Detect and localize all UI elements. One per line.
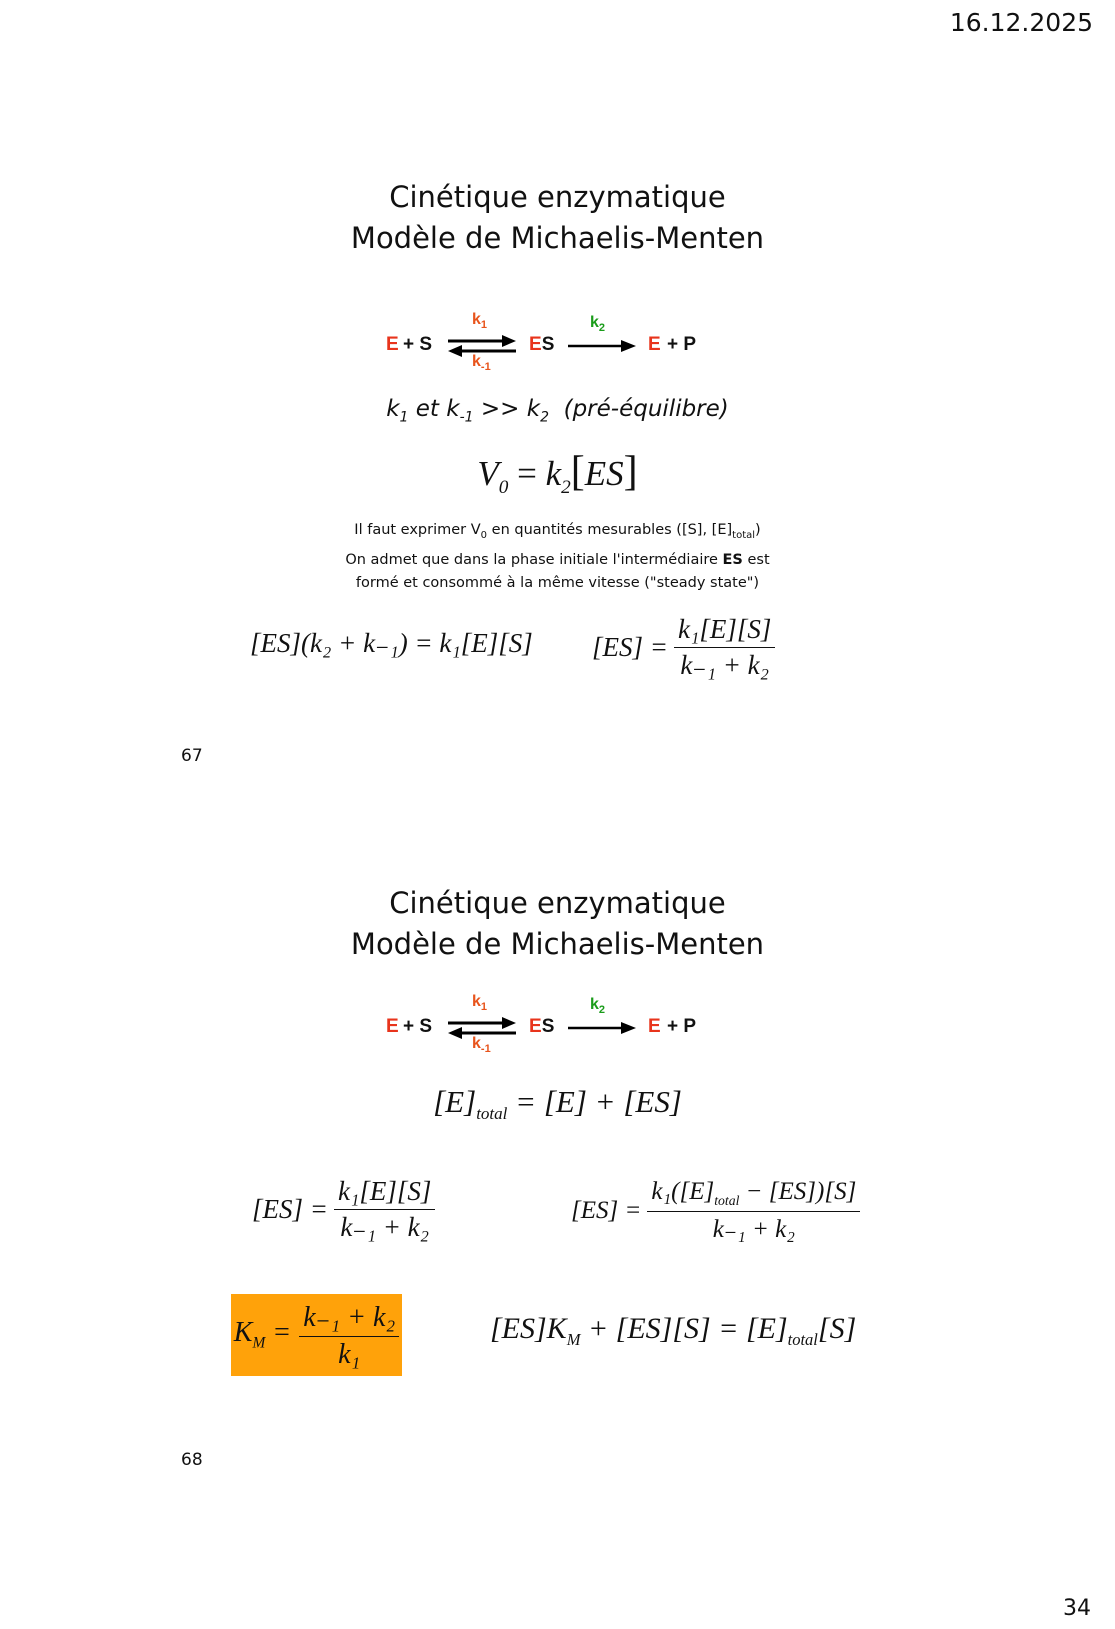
reaction-product-e-label: E [648, 1016, 661, 1037]
header-date: 16.12.2025 [949, 8, 1093, 37]
reaction-km1-label: $k_{-1}$ [472, 1035, 491, 1056]
reaction-k2-label: $k_2$ [590, 996, 606, 1017]
slide67-title [0, 177, 1115, 259]
es-fraction-numerator: k₁[E][S] [334, 1176, 435, 1210]
preequilibrium-condition: $k_1$ et $k_{-1} >> k_2$ (pré-équilibre) [386, 396, 729, 426]
reaction-e-label: E [386, 334, 399, 355]
slide68-title-line2: Modèle de Michaelis-Menten [350, 927, 765, 961]
equation-es-km: $[ES]K_M + [ES][S] = [E]_{total}[S]$ [490, 1312, 857, 1349]
reaction-plus-p-label: + P [667, 1016, 697, 1037]
reaction-km1-label: $k_{-1}$ [472, 353, 491, 374]
footer-page-number: 34 [1063, 1596, 1091, 1621]
reaction-k2-label: $k_2$ [590, 314, 606, 335]
slide68-title [0, 883, 1115, 965]
equation-e-total: $[E]_{total} = [E] + [ES]$ [433, 1084, 682, 1124]
reaction-k1-label: $k_1$ [472, 993, 488, 1014]
equation-es-fraction-68 [252, 1176, 435, 1243]
km-denominator: k₁ [338, 1338, 361, 1370]
es-total-fraction-lhs: [ES] = [571, 1197, 642, 1224]
reaction-es-label: ES [529, 1016, 555, 1037]
es-fraction-denominator: k₋₁ + k₂ [680, 650, 770, 680]
forward-arrow-icon [566, 338, 638, 354]
reaction-plus-s-label: + S [403, 334, 433, 355]
slide67-title-line2: Modèle de Michaelis-Menten [350, 221, 765, 255]
es-fraction-lhs: [ES] = [592, 632, 668, 662]
es-fraction-numerator: k₁[E][S] [674, 614, 775, 648]
es-total-fraction-denominator: k₋₁ + k₂ [712, 1216, 795, 1243]
slide67-reaction-scheme [0, 310, 1115, 376]
slide68-title-line1: Cinétique enzymatique [389, 886, 726, 920]
text-express-v0: Il faut exprimer $V_0$ en quantités mesurables ([S], $[E]_{total}$) [354, 522, 761, 541]
reaction-plus-s-label: + S [403, 1016, 433, 1037]
slide68-number: 68 [181, 1450, 203, 1470]
equation-es-total-fraction [571, 1178, 860, 1244]
text-steady-state-line1: On admet que dans la phase initiale l'intermédiaire ES est [345, 552, 770, 568]
reaction-product-e-label: E [648, 334, 661, 355]
slide68-reaction-scheme [0, 992, 1115, 1058]
forward-arrow-icon [566, 1020, 638, 1036]
reaction-e-label: E [386, 1016, 399, 1037]
slide67-number: 67 [181, 746, 203, 766]
equation-es-fraction [592, 614, 775, 681]
equation-v0: $V_0 = k_2[ES]$ [477, 449, 638, 498]
text-steady-state-line2: formé et consommé à la même vitesse ("steady state") [355, 575, 760, 591]
es-fraction-lhs: [ES] = [252, 1194, 328, 1224]
equation-km [234, 1300, 399, 1371]
km-numerator: k₋₁ + k₂ [299, 1300, 399, 1337]
reaction-k1-label: $k_1$ [472, 311, 488, 332]
es-total-fraction-numerator: $k_1([E]_{total} - [ES])[S]$ [647, 1178, 860, 1212]
es-fraction-denominator: k₋₁ + k₂ [340, 1212, 430, 1242]
equation-es-balance: [ES](k₂ + k₋₁) = k₁[E][S] [250, 628, 533, 658]
reaction-es-label: ES [529, 334, 555, 355]
km-definition-box [231, 1294, 402, 1376]
km-lhs: $K_M$ = [233, 1317, 292, 1352]
reaction-plus-p-label: + P [667, 334, 697, 355]
slide67-title-line1: Cinétique enzymatique [389, 180, 726, 214]
